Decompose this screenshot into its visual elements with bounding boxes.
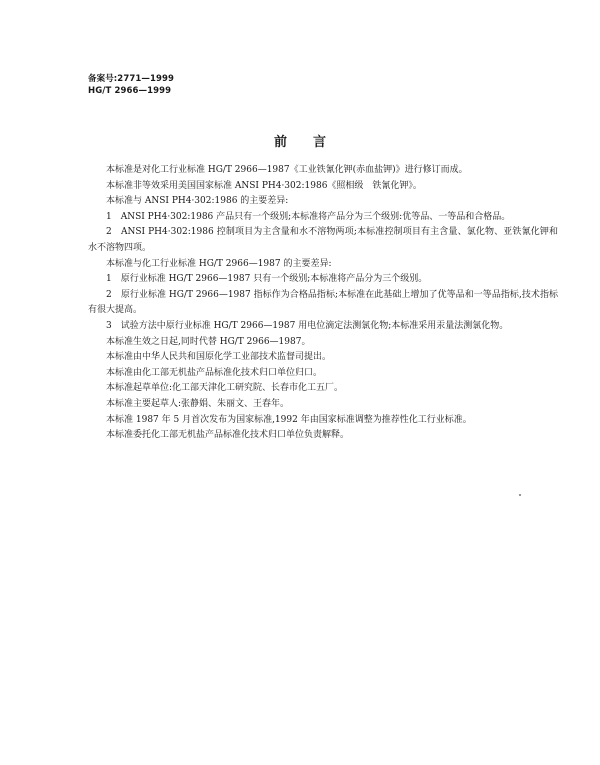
paragraph-effective: 本标准生效之日起,同时代替 HG/T 2966—1987。 <box>106 336 311 347</box>
paragraph-hg-diff-3: 3 试验方法中原行业标准 HG/T 2966—1987 用电位滴定法测氯化物;本标准采用汞量法测氯化物。 <box>106 320 509 331</box>
paragraph-history: 本标准 1987 年 5 月首次发布为国家标准,1992 年由国家标准调整为推荐性化工行业标准。 <box>106 414 472 425</box>
foreword-body <box>88 163 558 444</box>
paragraph-ansi-adoption: 本标准非等效采用美国国家标准 ANSI PH4·302:1986《照相级 铁氰化钾》。 <box>106 180 422 191</box>
standard-code: HG/T 2966—1999 <box>88 86 172 96</box>
paragraph-drafting-units: 本标准起草单位:化工部天津化工研究院、长春市化工五厂。 <box>106 383 344 394</box>
paragraph-revision-basis: 本标准是对化工行业标准 HG/T 2966—1987《工业铁氰化钾(赤血盐钾)》进行修订而成。 <box>106 165 468 175</box>
paragraph-hg-diff-intro: 本标准与化工行业标准 HG/T 2966—1987 的主要差异: <box>106 258 332 269</box>
paragraph-proposer: 本标准由中华人民共和国原化学工业部技术监督司提出。 <box>106 352 332 363</box>
paragraph-ansi-diff-2: 2 ANSI PH4·302:1986 控制项目为主含量和水不溶物两项;本标准控制项目有主含量、氯化物、亚铁氰化钾和水不溶物四项。 <box>88 227 558 253</box>
paragraph-centralized-unit: 本标准由化工部无机盐产品标准化技术归口单位归口。 <box>106 367 323 378</box>
paragraph-drafters: 本标准主要起草人:张静娟、朱丽文、王春年。 <box>106 398 290 409</box>
paragraph-hg-diff-2: 2 原行业标准 HG/T 2966—1987 指标作为合格品指标;本标准在此基础上增加了优等品和一等品指标,技术指标有很大提高。 <box>88 289 558 316</box>
filing-number: 备案号:2771—1999 <box>88 74 175 84</box>
paragraph-interpretation: 本标准委托化工部无机盐产品标准化技术归口单位负责解释。 <box>106 430 350 441</box>
paragraph-ansi-diff-1: 1 ANSI PH4·302:1986 产品只有一个级别;本标准将产品分为三个级别:优等品、一等品和合格品。 <box>106 211 511 222</box>
foreword-title: 前言 <box>273 135 352 150</box>
scan-speck <box>519 494 521 496</box>
paragraph-ansi-diff-intro: 本标准与 ANSI PH4·302:1986 的主要差异: <box>106 196 289 207</box>
paragraph-hg-diff-1: 1 原行业标准 HG/T 2966—1987 只有一个级别;本标准将产品分为三个级别。 <box>106 274 428 285</box>
